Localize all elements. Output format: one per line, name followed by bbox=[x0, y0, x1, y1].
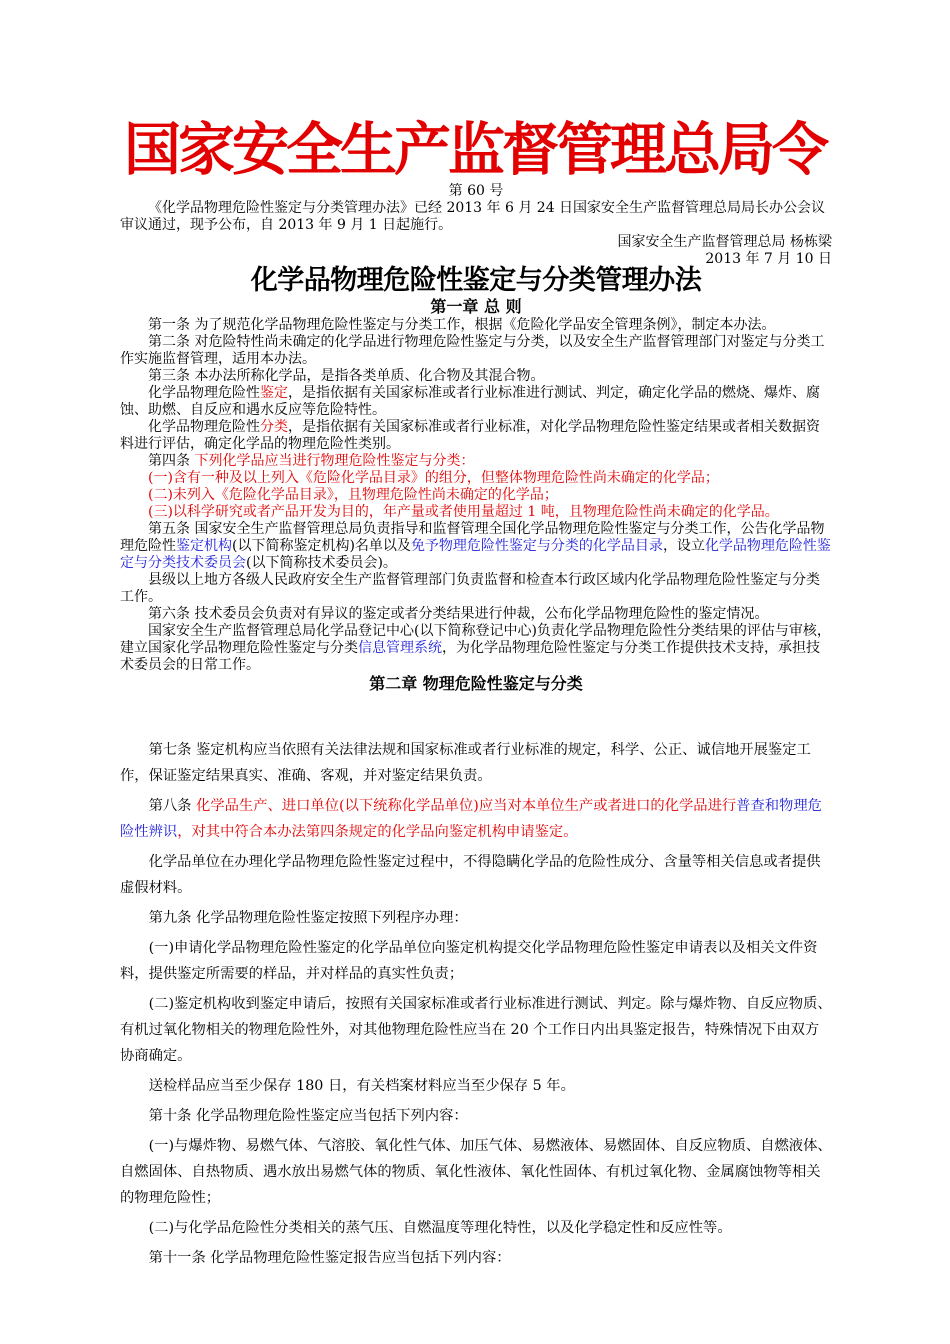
article-4-item-1: (一)含有一种及以上列入《危险化学品目录》的组分，但整体物理危险性尚未确定的化学品； bbox=[148, 470, 719, 486]
article-5-local: 县级以上地方各级人民政府安全生产监督管理部门负责监督和检查本行政区域内化学品物理危险性鉴定与分类工作。 bbox=[120, 572, 820, 605]
term-classification: 分类 bbox=[260, 419, 288, 435]
article-6: 第六条 技术委员会负责对有异议的鉴定或者分类结果进行仲裁，公布化学品物理危险性的鉴定情况。 bbox=[148, 606, 769, 622]
link-technical-committee[interactable]: 化学品物理危险性鉴定与分类技术委员会 bbox=[120, 538, 831, 571]
classification-definition: 化学品物理危险性分类，是指依据有关国家标准或者行业标准，对化学品物理危险性鉴定结果或者相关数据资料进行评估，确定化学品的物理危险性类别。 bbox=[120, 419, 820, 452]
decree-banner: 国家安全生产监督管理总局令 bbox=[124, 117, 826, 183]
article-8-obligation: 化学品单位在办理化学品物理危险性鉴定过程中，不得隐瞒化学品的危险性成分、含量等相关信息或者提供虚假材料。 bbox=[120, 854, 821, 896]
link-identification-agency[interactable]: 鉴定机构 bbox=[176, 538, 232, 554]
link-information-system[interactable]: 信息管理系统 bbox=[358, 640, 442, 656]
article-4: 第四条 下列化学品应当进行物理危险性鉴定与分类： bbox=[148, 453, 475, 469]
article-8: 第八条 化学品生产、进口单位(以下统称化学品单位)应当对本单位生产或者进口的化学品进行普查和物理危险性辨识，对其中符合本办法第四条规定的化学品向鉴定机构申请鉴定。 bbox=[120, 798, 822, 840]
article-4-item-3: (三)以科学研究或者产品开发为目的，年产量或者使用量超过 1 吨，且物理危险性尚未确定的化学品。 bbox=[148, 504, 779, 520]
chapter1-block bbox=[120, 297, 832, 694]
header-block bbox=[120, 183, 832, 268]
chapter2-block bbox=[120, 737, 832, 1275]
article-7: 第七条 鉴定机构应当依照有关法律法规和国家标准或者行业标准的规定，科学、公正、诚信地开展鉴定工作，保证鉴定结果真实、准确、客观，并对鉴定结果负责。 bbox=[120, 742, 811, 784]
article-3: 第三条 本办法所称化学品，是指各类单质、化合物及其混合物。 bbox=[148, 368, 545, 384]
article-5: 第五条 国家安全生产监督管理总局负责指导和监督管理全国化学品物理危险性鉴定与分类工作，公告化学品物理危险性鉴定机构(以下简称鉴定机构)名单以及免予物理危险性鉴定与分类的化学品目录，设立化学品物理危险性鉴定与分类技术委员会(以下简称技术委员会)。 bbox=[120, 521, 831, 571]
sample-retention: 送检样品应当至少保存 180 日，有关档案材料应当至少保存 5 年。 bbox=[148, 1078, 575, 1094]
document-title: 化学品物理危险性鉴定与分类管理办法 bbox=[250, 265, 702, 296]
promulgation-text: 《化学品物理危险性鉴定与分类管理办法》已经 2013 年 6 月 24 日国家安全生产监督管理总局局长办公会议审议通过，现予公布，自 2013 年 9 月 1 日起施行。 bbox=[120, 200, 826, 233]
signatory: 国家安全生产监督管理总局 杨栋梁 bbox=[617, 234, 832, 250]
registration-center: 国家安全生产监督管理总局化学品登记中心(以下简称登记中心)负责化学品物理危险性分类结果的评估与审核，建立国家化学品物理危险性鉴定与分类信息管理系统，为化学品物理危险性鉴定与分类工作提供技术支持，承担技术委员会的日常工作。 bbox=[120, 623, 831, 673]
issue-date: 2013 年 7 月 10 日 bbox=[705, 251, 832, 267]
article-9: 第九条 化学品物理危险性鉴定按照下列程序办理： bbox=[148, 910, 468, 926]
article-10: 第十条 化学品物理危险性鉴定应当包括下列内容： bbox=[148, 1108, 468, 1124]
identification-definition: 化学品物理危险性鉴定，是指依据有关国家标准或者行业标准进行测试、判定，确定化学品的燃烧、爆炸、腐蚀、助燃、自反应和遇水反应等危险特性。 bbox=[120, 385, 820, 418]
article-1: 第一条 为了规范化学品物理危险性鉴定与分类工作，根据《危险化学品安全管理条例》，制定本办法。 bbox=[148, 317, 776, 333]
chapter-2-heading: 第二章 物理危险性鉴定与分类 bbox=[369, 674, 583, 693]
article-9-item-1: (一)申请化学品物理危险性鉴定的化学品单位向鉴定机构提交化学品物理危险性鉴定申请表以及相关文件资料，提供鉴定所需要的样品，并对样品的真实性负责； bbox=[120, 940, 818, 982]
decree-number: 第 60 号 bbox=[448, 183, 504, 199]
chapter-1-heading: 第一章 总 则 bbox=[430, 297, 522, 316]
link-survey-identification[interactable]: 普查和物理危险性辨识 bbox=[120, 798, 822, 840]
article-10-item-2: (二)与化学品危险性分类相关的蒸气压、自燃温度等理化特性，以及化学稳定性和反应性等。 bbox=[148, 1220, 732, 1236]
term-identification: 鉴定 bbox=[260, 385, 288, 401]
article-10-item-1: (一)与爆炸物、易燃气体、气溶胶、氧化性气体、加压气体、易燃液体、易燃固体、自反应物质、自燃液体、自燃固体、自热物质、遇水放出易燃气体的物质、氧化性液体、氧化性固体、有机过氧化物、金属腐蚀物等相关的物理危险性； bbox=[120, 1138, 832, 1206]
article-11: 第十一条 化学品物理危险性鉴定报告应当包括下列内容： bbox=[148, 1250, 511, 1266]
article-2: 第二条 对危险特性尚未确定的化学品进行物理危险性鉴定与分类，以及安全生产监督管理部门对鉴定与分类工作实施监督管理，适用本办法。 bbox=[120, 334, 825, 367]
article-4-item-2: (二)未列入《危险化学品目录》，且物理危险性尚未确定的化学品； bbox=[148, 487, 558, 503]
article-9-item-2: (二)鉴定机构收到鉴定申请后，按照有关国家标准或者行业标准进行测试、判定。除与爆炸物、自反应物质、有机过氧化物相关的物理危险性外，对其他物理危险性应当在 20 个工作日内出具鉴定报告，特殊情况下由双方协商确定。 bbox=[120, 996, 832, 1064]
link-exemption-list[interactable]: 免予物理危险性鉴定与分类的化学品目录 bbox=[410, 538, 663, 554]
